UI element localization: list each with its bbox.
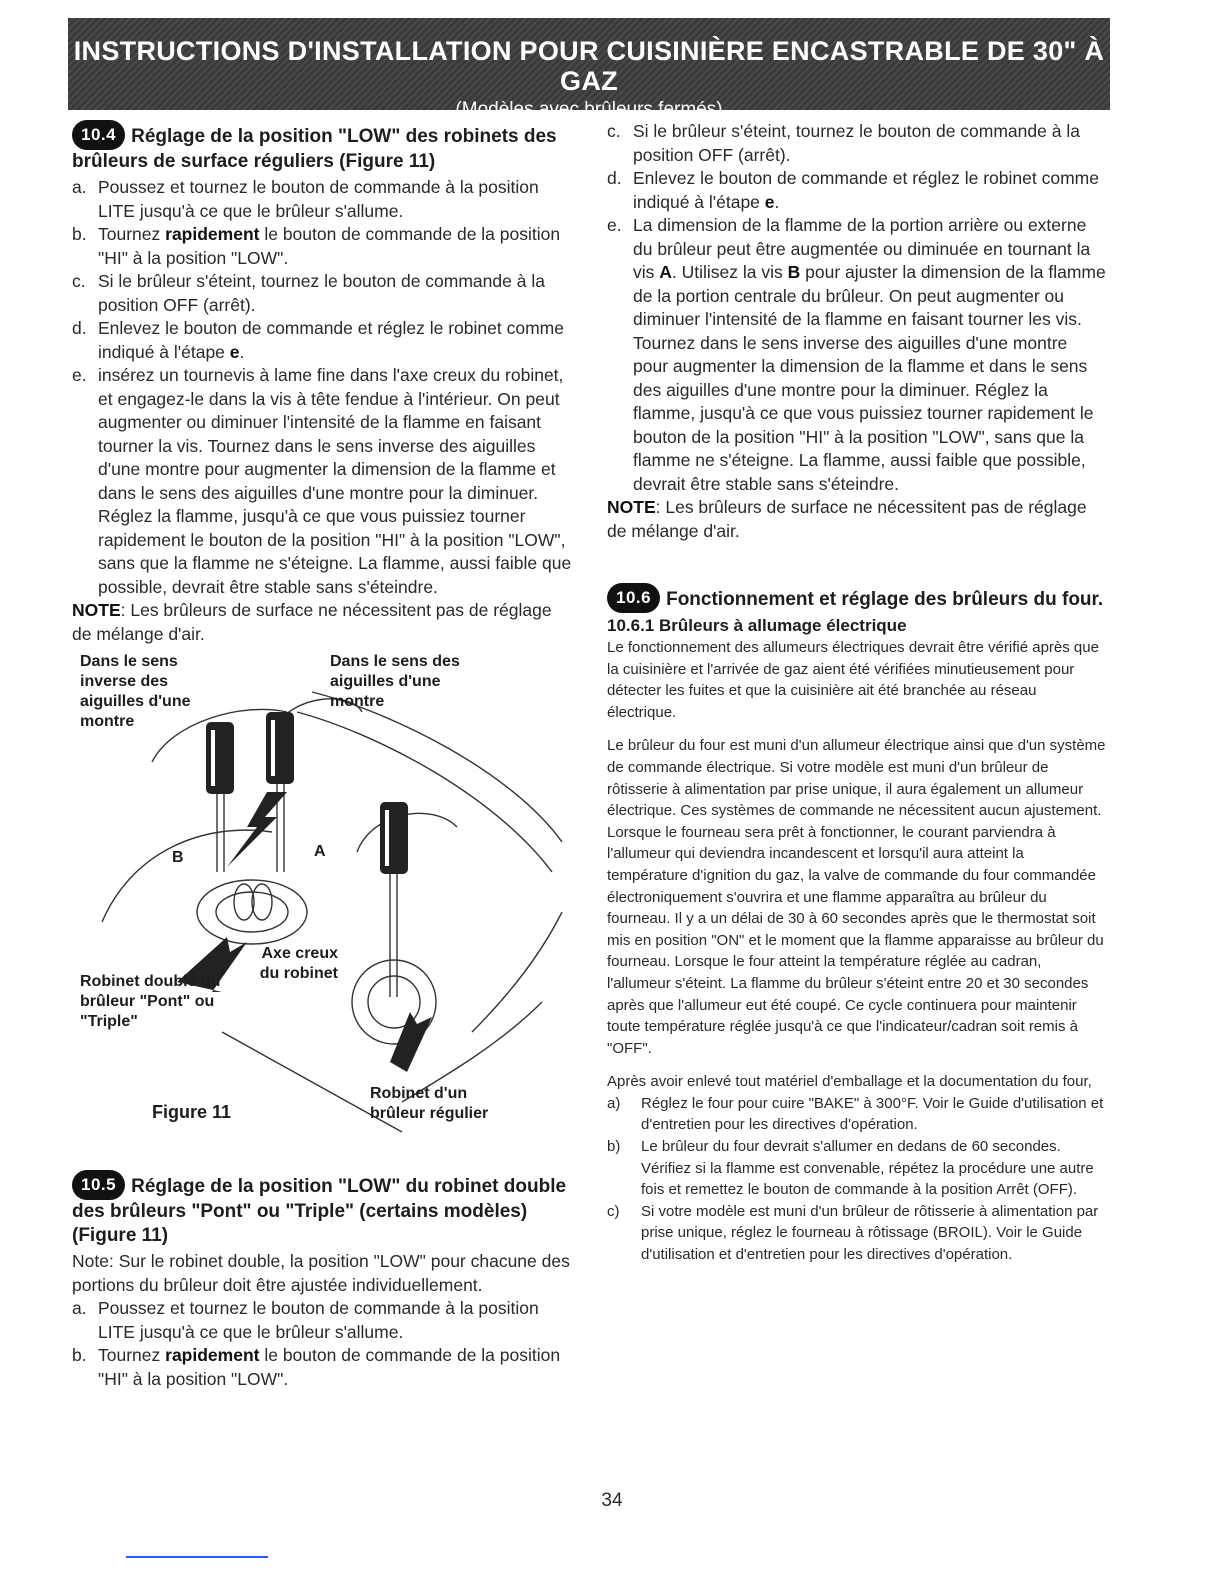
paragraph-2: Le brûleur du four est muni d'un allumeur électrique ainsi que d'un système de commande électrique. Si votre modèle est muni d'un brûleur de rôtisserie à alimentation par prise unique, il aura également un allumeur électrique. Ces systèmes de commande ne nécessitent aucun ajustement. Lorsque le fourneau sera prêt à fonctionner, le courant parviendra à l'allumeur qui deviendra incandescent et lorsqu'il aura atteint la température d'ignition du gaz, la valve de commande du four commandée électroniquement s'ouvrira et une flamme apparaîtra au brûleur du fourneau. Il y a un délai de 30 à 60 secondes après que le thermostat soit mis en position "ON" et le moment que la flamme apparaisse au brûleur du fourneau. Lorsque le four atteint la température réglée au cadran, l'allumeur s'éteint. La flamme du brûleur s'éteint entre 20 et 30 secondes après que l'allumeur eut été coupé. Ce cycle continuera pour maintenir toute température réglée jusqu'à ce que l'indicateur/cadran soit remis à "OFF". [607, 737, 1106, 1057]
note-paragraph: NOTE: Les brûleurs de surface ne nécessitent pas de réglage de mélange d'air. [607, 497, 1087, 541]
step-e: e. insérez un tournevis à lame fine dans l'axe creux du robinet, et engagez-le dans la vis à tête fendue à l'intérieur. On peut augmenter ou diminuer l'intensité de la flamme en faisant tourner la vis. Tournez dans le sens inverse des aiguilles d'une montre pour augmenter la dimension de la flamme et dans le sens des aiguilles d'une montre pour la diminuer. Réglez la flamme, jusqu'à ce que vous puissiez tourner rapidement le bouton de la position "HI" à la position "LOW", sans que la flamme ne s'éteigne. La flamme, aussi faible que possible, devrait être stable sans s'éteindre. [72, 365, 572, 597]
screw-a-label: A [314, 843, 326, 860]
left-column [72, 120, 572, 1391]
paragraph-1: Le fonctionnement des allumeurs électriques devrait être vérifié après que la cuisinière et l'arrivée de gaz aient été vérifiées minutieusement pour détecter les fuites et que la cuisinière ait été branchée au réseau électrique. [607, 639, 1099, 721]
step-a: a. Poussez et tournez le bouton de commande à la position LITE jusqu'à ce que le brûleur s'allume. [72, 177, 539, 221]
section-title: Fonctionnement et réglage des brûleurs du four. [666, 589, 1104, 610]
step-a: a. Poussez et tournez le bouton de commande à la position LITE jusqu'à ce que le brûleur s'allume. [72, 1298, 539, 1342]
cw-direction-label: Dans le sens des aiguilles d'une montre [330, 653, 460, 710]
right-column [607, 120, 1107, 1266]
footer-rule [126, 1556, 268, 1558]
section-10-4-heading [72, 120, 572, 174]
section-badge: 10.5 [72, 1170, 125, 1200]
section-badge: 10.6 [607, 583, 660, 613]
subsection-heading: 10.6.1 Brûleurs à allumage électrique [607, 616, 907, 635]
step-d: d. Enlevez le bouton de commande et réglez le robinet comme indiqué à l'étape e. [72, 318, 564, 362]
step-b: b) Le brûleur du four devrait s'allumer en dedans de 60 secondes. Vérifiez si la flamme est convenable, répétez la procédure une autre fois et remettez le bouton de commande à la position Arrêt (OFF). [607, 1138, 1094, 1199]
screw-b-label: B [172, 849, 184, 866]
step-c: c) Si votre modèle est muni d'un brûleur de rôtisserie à alimentation par prise unique, réglez le fourneau à rôtissage (BROIL). Voir le Guide d'utilisation et d'entretien pour les directives d'opération. [607, 1202, 1099, 1264]
paragraph-3: Après avoir enlevé tout matériel d'emballage et la documentation du four, [607, 1073, 1092, 1091]
step-d: d. Enlevez le bouton de commande et réglez le robinet comme indiqué à l'étape e. [607, 168, 1099, 212]
section-10-6-body [607, 637, 1107, 1266]
dual-valve-label: Robinet double du brûleur "Pont" ou "Triple" [80, 973, 221, 1030]
step-a: a) Réglez le four pour cuire "BAKE" à 300°F. Voir le Guide d'utilisation et d'entretien pour les directives d'opération. [607, 1094, 1104, 1134]
step-e: e. La dimension de la flamme de la portion arrière ou externe du brûleur peut être augmentée ou diminuée en tournant la vis A. Utilisez la vis B pour ajuster la dimension de la flamme de la portion centrale du brûleur. On peut augmenter ou diminuer l'intensité de la flamme en faisant tourner les vis. Tournez dans le sens inverse des aiguilles d'une montre pour augmenter la dimension de la flamme et dans le sens des aiguilles d'une montre pour la diminuer. Réglez la flamme, jusqu'à ce que vous puissiez tourner rapidement le bouton de la position "HI" à la position "LOW", sans que la flamme ne s'éteigne. La flamme, aussi faible que possible, devrait être stable sans s'éteindre. [607, 215, 1106, 494]
figure-11 [72, 652, 572, 1152]
section-title: Réglage de la position "LOW" des robinets des brûleurs de surface réguliers (Figure 11) [72, 126, 557, 172]
note-paragraph: NOTE: Les brûleurs de surface ne nécessitent pas de réglage de mélange d'air. [72, 600, 552, 644]
header-title: INSTRUCTIONS D'INSTALLATION POUR CUISINIÈRE ENCASTRABLE DE 30" À GAZ [73, 36, 1105, 96]
hollow-shaft-label: Axe creux du robinet [259, 945, 338, 982]
page-header-banner [68, 18, 1110, 120]
section-title: Réglage de la position "LOW" du robinet double des brûleurs "Pont" ou "Triple" (certains modèles) (Figure 11) [72, 1176, 567, 1246]
ccw-direction-label: Dans le sens inverse des aiguilles d'une montre [80, 653, 191, 730]
section-badge: 10.4 [72, 120, 125, 150]
figure-caption: Figure 11 [152, 1102, 232, 1122]
page-number: 34 [601, 1490, 623, 1511]
step-b: b. Tournez rapidement le bouton de commande de la position "HI" à la position "LOW". [72, 1345, 561, 1389]
step-c: c. Si le brûleur s'éteint, tournez le bouton de commande à la position OFF (arrêt). [607, 121, 1080, 165]
section-10-5-heading [72, 1170, 572, 1248]
step-c: c. Si le brûleur s'éteint, tournez le bouton de commande à la position OFF (arrêt). [72, 271, 545, 315]
regular-valve-label: Robinet d'un brûleur régulier [370, 1085, 489, 1122]
step-b: b. Tournez rapidement le bouton de commande de la position "HI" à la position "LOW". [72, 224, 561, 268]
section-10-6-heading [607, 583, 1107, 613]
header-subtitle: (Modèles avec brûleurs fermés) [455, 99, 723, 120]
note-paragraph: Note: Sur le robinet double, la position "LOW" pour chacune des portions du brûleur doit être ajustée individuellement. [72, 1251, 570, 1295]
